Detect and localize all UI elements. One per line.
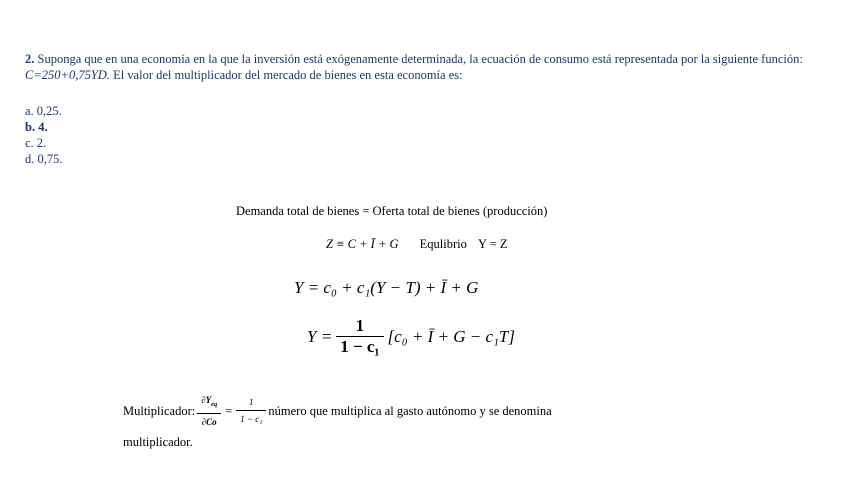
simple-denominator: 1 − c₁ — [240, 414, 263, 425]
derivative-denominator: ∂Co — [201, 416, 217, 427]
multiplier-description-2: multiplicador. — [123, 434, 193, 449]
question-text-before: Suponga que en una economía en la que la inversión está exógenamente determinada, la ecuación de consumo está representada por la siguiente función: — [34, 52, 803, 66]
solved-output-equation — [307, 316, 515, 357]
simple-multiplier-fraction — [236, 394, 266, 427]
fraction-numerator: 1 — [355, 316, 365, 335]
solved-lhs: Y = — [307, 326, 333, 346]
demand-supply-equation: Demanda total de bienes = Oferta total de bienes (producción) — [236, 204, 548, 218]
multiplier-explanation — [123, 392, 643, 450]
solved-rhs: [c₀ + Ī + G − c₁T] — [387, 326, 515, 346]
equilibrium-label: Equlibrio — [419, 237, 467, 251]
answer-options — [25, 103, 63, 167]
question-text — [25, 51, 815, 83]
question-text-after: El valor del multiplicador del mercado de bienes en esta economía es: — [109, 68, 463, 82]
output-equation: Y = c₀ + c₁(Y − T) + Ī + G — [294, 278, 479, 297]
equals-sign: = — [225, 403, 233, 418]
option-c[interactable]: c. 2. — [25, 136, 47, 150]
multiplier-description: número que multiplica al gasto autónomo y se denomina — [268, 403, 552, 418]
multiplier-fraction — [336, 316, 383, 357]
option-d[interactable]: d. 0,75. — [25, 152, 63, 166]
question-number: 2. — [25, 52, 35, 66]
multiplier-label: Multiplicador: — [123, 403, 196, 418]
option-a[interactable]: a. 0,25. — [25, 104, 62, 118]
identity-equation: Z ≡ C + Ī + G — [326, 237, 399, 251]
derivative-numerator: ∂Y — [201, 395, 212, 405]
simple-numerator: 1 — [249, 397, 254, 408]
equilibrium-equation: Y = Z — [478, 237, 508, 251]
fraction-denominator: 1 − c₁ — [340, 337, 380, 356]
derivative-fraction — [197, 392, 221, 430]
derivative-subscript: eq — [211, 400, 218, 408]
option-b[interactable]: b. 4. — [25, 120, 48, 134]
consumption-formula: C=250+0,75YD. — [25, 68, 110, 82]
equilibrium-line — [326, 237, 508, 252]
